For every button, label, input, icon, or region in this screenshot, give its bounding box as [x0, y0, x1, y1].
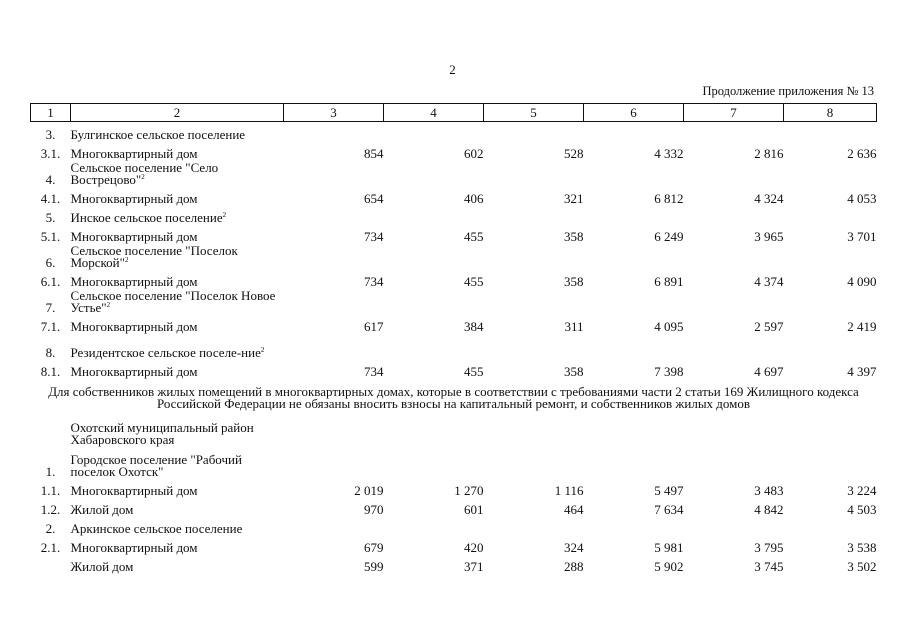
row-number: 1.2.: [40, 502, 61, 517]
cell-value: [784, 160, 877, 186]
cell-value: [484, 288, 584, 314]
table-row: [31, 186, 877, 205]
cell-value: 2 816: [754, 146, 784, 161]
cell-value: 455: [464, 364, 484, 379]
table-row: [31, 141, 877, 160]
cell-value: 384: [464, 319, 484, 334]
row-number: 3.1.: [40, 146, 61, 161]
group-row: [31, 243, 877, 269]
row-name-text: Сельское поселение "Поселок Новое Устье": [70, 288, 276, 315]
cell-value: 4 095: [654, 319, 684, 334]
cell-value: 3 483: [754, 483, 784, 498]
row-number: 7.: [45, 300, 56, 315]
group-row: [31, 288, 877, 314]
row-name-text: Многоквартирный дом: [70, 146, 198, 161]
cell-value: 2 419: [847, 319, 877, 334]
row-name: [71, 141, 284, 160]
row-name: [71, 288, 284, 314]
cell-value: [684, 243, 784, 269]
cell-value: 3 965: [754, 229, 784, 244]
cell-value: [284, 205, 384, 224]
cell-value: 654: [364, 191, 384, 206]
cell-value: 4 332: [654, 146, 684, 161]
cell-value: 288: [564, 559, 584, 574]
note-text: Для собственников жилых помещений в многоквартирных домах, которые в соответствии с требованиями части 2 статьи 169 Жилищного кодекса Российской Федерации не обязаны вносить взносы на капитальный ремонт, и собственников жилых домов: [48, 384, 859, 411]
row-name-text: Жилой дом: [70, 502, 134, 517]
row-name-text: Резидентское сельское поселе-ние: [70, 345, 261, 360]
footnote-marker: 2: [260, 346, 265, 354]
cell-value: 455: [464, 229, 484, 244]
row-name: [71, 314, 284, 333]
cell-value: [284, 452, 384, 478]
cell-value: 420: [464, 540, 484, 555]
cell-value: [784, 288, 877, 314]
cell-value: 4 697: [754, 364, 784, 379]
cell-value: [684, 452, 784, 478]
table-row: [31, 359, 877, 378]
row-name-text: Многоквартирный дом: [70, 229, 198, 244]
row-name-text: Жилой дом: [70, 559, 134, 574]
row-name: [71, 333, 284, 359]
row-name: [71, 243, 284, 269]
row-name-text: Сельское поселение "Село Вострецово": [70, 160, 219, 187]
cell-value: 2 636: [847, 146, 877, 161]
cell-value: 599: [364, 559, 384, 574]
cell-value: [684, 288, 784, 314]
cell-value: 4 397: [847, 364, 877, 379]
cell-value: [584, 333, 684, 359]
cell-value: [384, 160, 484, 186]
row-name-text: Городское поселение "Рабочий поселок Охотск": [70, 452, 242, 479]
cell-value: [584, 122, 684, 142]
cell-value: 4 503: [847, 502, 877, 517]
cell-value: [384, 516, 484, 535]
cell-value: 5 902: [654, 559, 684, 574]
cell-value: 6 812: [654, 191, 684, 206]
cell-value: [784, 333, 877, 359]
row-name-text: Инское сельское поселение: [70, 210, 223, 225]
row-number: 4.1.: [40, 191, 61, 206]
column-header: 4: [384, 104, 484, 122]
table-row: [31, 478, 877, 497]
group-row: [31, 122, 877, 142]
row-name: [71, 269, 284, 288]
row-number: [31, 554, 71, 573]
cell-value: 4 842: [754, 502, 784, 517]
cell-value: 617: [364, 319, 384, 334]
cell-value: [684, 122, 784, 142]
cell-value: 734: [364, 274, 384, 289]
row-number: 8.: [45, 345, 56, 360]
cell-value: [584, 160, 684, 186]
cell-value: 4 324: [754, 191, 784, 206]
cell-value: [384, 205, 484, 224]
cell-value: [584, 288, 684, 314]
cell-value: 854: [364, 146, 384, 161]
row-number: 1.: [45, 464, 56, 479]
cell-value: [584, 205, 684, 224]
cell-value: 4 374: [754, 274, 784, 289]
section-2: [31, 452, 877, 573]
footnote-marker: 2: [222, 211, 227, 219]
header-row: [31, 104, 877, 122]
row-name: [71, 535, 284, 554]
cell-value: [684, 333, 784, 359]
cell-value: 311: [564, 319, 584, 334]
cell-value: [284, 516, 384, 535]
row-name: [71, 205, 284, 224]
cell-value: 455: [464, 274, 484, 289]
row-name-text: Многоквартирный дом: [70, 540, 198, 555]
group-row: [31, 516, 877, 535]
group-row: [31, 333, 877, 359]
cell-value: [384, 122, 484, 142]
cell-value: 4 090: [847, 274, 877, 289]
cell-value: 7 398: [654, 364, 684, 379]
district-title: Охотский муниципальный район Хабаровского края: [70, 420, 254, 447]
cell-value: 358: [564, 229, 584, 244]
row-name: [71, 516, 284, 535]
row-name: [71, 554, 284, 573]
row-number: 7.1.: [40, 319, 61, 334]
cell-value: 3 502: [847, 559, 877, 574]
footnote-marker: 2: [141, 173, 145, 181]
column-header: 8: [784, 104, 877, 122]
row-number: 5.: [45, 210, 56, 225]
cell-value: 2 019: [354, 483, 384, 498]
cell-value: 3 224: [847, 483, 877, 498]
cell-value: [284, 243, 384, 269]
cell-value: [584, 516, 684, 535]
cell-value: 2 597: [754, 319, 784, 334]
cell-value: [684, 160, 784, 186]
cell-value: [484, 516, 584, 535]
cell-value: [784, 122, 877, 142]
cell-value: [284, 333, 384, 359]
cell-value: 3 701: [847, 229, 877, 244]
cell-value: [584, 452, 684, 478]
row-name-text: Булгинское сельское поселение: [70, 127, 246, 142]
cell-value: 324: [564, 540, 584, 555]
cell-value: [784, 243, 877, 269]
row-name-text: Многоквартирный дом: [70, 364, 198, 379]
cell-value: 3 745: [754, 559, 784, 574]
cell-value: [484, 452, 584, 478]
row-name: [71, 224, 284, 243]
table-row: [31, 535, 877, 554]
cell-value: [484, 243, 584, 269]
cell-value: 970: [364, 502, 384, 517]
note-section: [31, 378, 877, 452]
cell-value: 358: [564, 274, 584, 289]
cell-value: [784, 452, 877, 478]
table-row: [31, 314, 877, 333]
row-number: 5.1.: [40, 229, 61, 244]
cell-value: [584, 243, 684, 269]
footnote-marker: 2: [106, 301, 111, 309]
cell-value: [484, 122, 584, 142]
row-name-text: Многоквартирный дом: [70, 483, 198, 498]
row-number: 2.: [45, 521, 56, 536]
cell-value: [384, 333, 484, 359]
cell-value: 1 270: [454, 483, 484, 498]
cell-value: [484, 160, 584, 186]
cell-value: 321: [564, 191, 584, 206]
row-name: [71, 497, 284, 516]
cell-value: [784, 205, 877, 224]
cell-value: 734: [364, 229, 384, 244]
row-name-text: Многоквартирный дом: [70, 191, 198, 206]
row-name: [71, 452, 284, 478]
cell-value: 734: [364, 364, 384, 379]
cell-value: 371: [464, 559, 484, 574]
cell-value: [484, 333, 584, 359]
row-name: [71, 122, 284, 142]
cell-value: 4 053: [847, 191, 877, 206]
cell-value: [684, 205, 784, 224]
table-row: [31, 554, 877, 573]
column-header: 1: [31, 104, 71, 122]
row-number: 2.1.: [40, 540, 61, 555]
row-name-text: Аркинское сельское поселение: [70, 521, 243, 536]
cell-value: [384, 288, 484, 314]
continuation-note: Продолжение приложения № 13: [702, 84, 874, 98]
row-name-text: Многоквартирный дом: [70, 319, 198, 334]
row-number: 1.1.: [40, 483, 61, 498]
cell-value: 602: [464, 146, 484, 161]
column-header: 5: [484, 104, 584, 122]
row-name: [71, 186, 284, 205]
cell-value: 6 249: [654, 229, 684, 244]
column-header: 3: [284, 104, 384, 122]
row-name-text: Многоквартирный дом: [70, 274, 198, 289]
table-row: [31, 224, 877, 243]
data-table: [30, 103, 877, 573]
column-header: 2: [71, 104, 284, 122]
cell-value: 6 891: [654, 274, 684, 289]
row-name-text: Сельское поселение "Поселок Морской": [70, 243, 238, 270]
column-header: 7: [684, 104, 784, 122]
group-row: [31, 452, 877, 478]
section-1: [31, 122, 877, 379]
cell-value: [384, 243, 484, 269]
page-number: 2: [449, 62, 456, 77]
cell-value: 1 116: [554, 483, 584, 498]
cell-value: 601: [464, 502, 484, 517]
cell-value: [384, 452, 484, 478]
row-name: [71, 359, 284, 378]
column-header: 6: [584, 104, 684, 122]
row-number: 3.: [45, 127, 56, 142]
cell-value: 358: [564, 364, 584, 379]
table-row: [31, 269, 877, 288]
cell-value: 7 634: [654, 502, 684, 517]
cell-value: 5 981: [654, 540, 684, 555]
cell-value: [484, 205, 584, 224]
row-number: 6.1.: [40, 274, 61, 289]
table-row: [31, 497, 877, 516]
cell-value: [784, 516, 877, 535]
cell-value: [284, 160, 384, 186]
row-number: 4.: [45, 172, 56, 187]
row-name: [71, 478, 284, 497]
cell-value: 3 795: [754, 540, 784, 555]
cell-value: [284, 288, 384, 314]
row-number: 8.1.: [40, 364, 61, 379]
cell-value: 406: [464, 191, 484, 206]
cell-value: [684, 516, 784, 535]
cell-value: 3 538: [847, 540, 877, 555]
row-name: [71, 160, 284, 186]
group-row: [31, 160, 877, 186]
cell-value: 679: [364, 540, 384, 555]
cell-value: 5 497: [654, 483, 684, 498]
row-number: 6.: [45, 255, 56, 270]
cell-value: 528: [564, 146, 584, 161]
footnote-marker: 2: [124, 256, 129, 264]
group-row: [31, 205, 877, 224]
cell-value: [284, 122, 384, 142]
cell-value: 464: [564, 502, 584, 517]
